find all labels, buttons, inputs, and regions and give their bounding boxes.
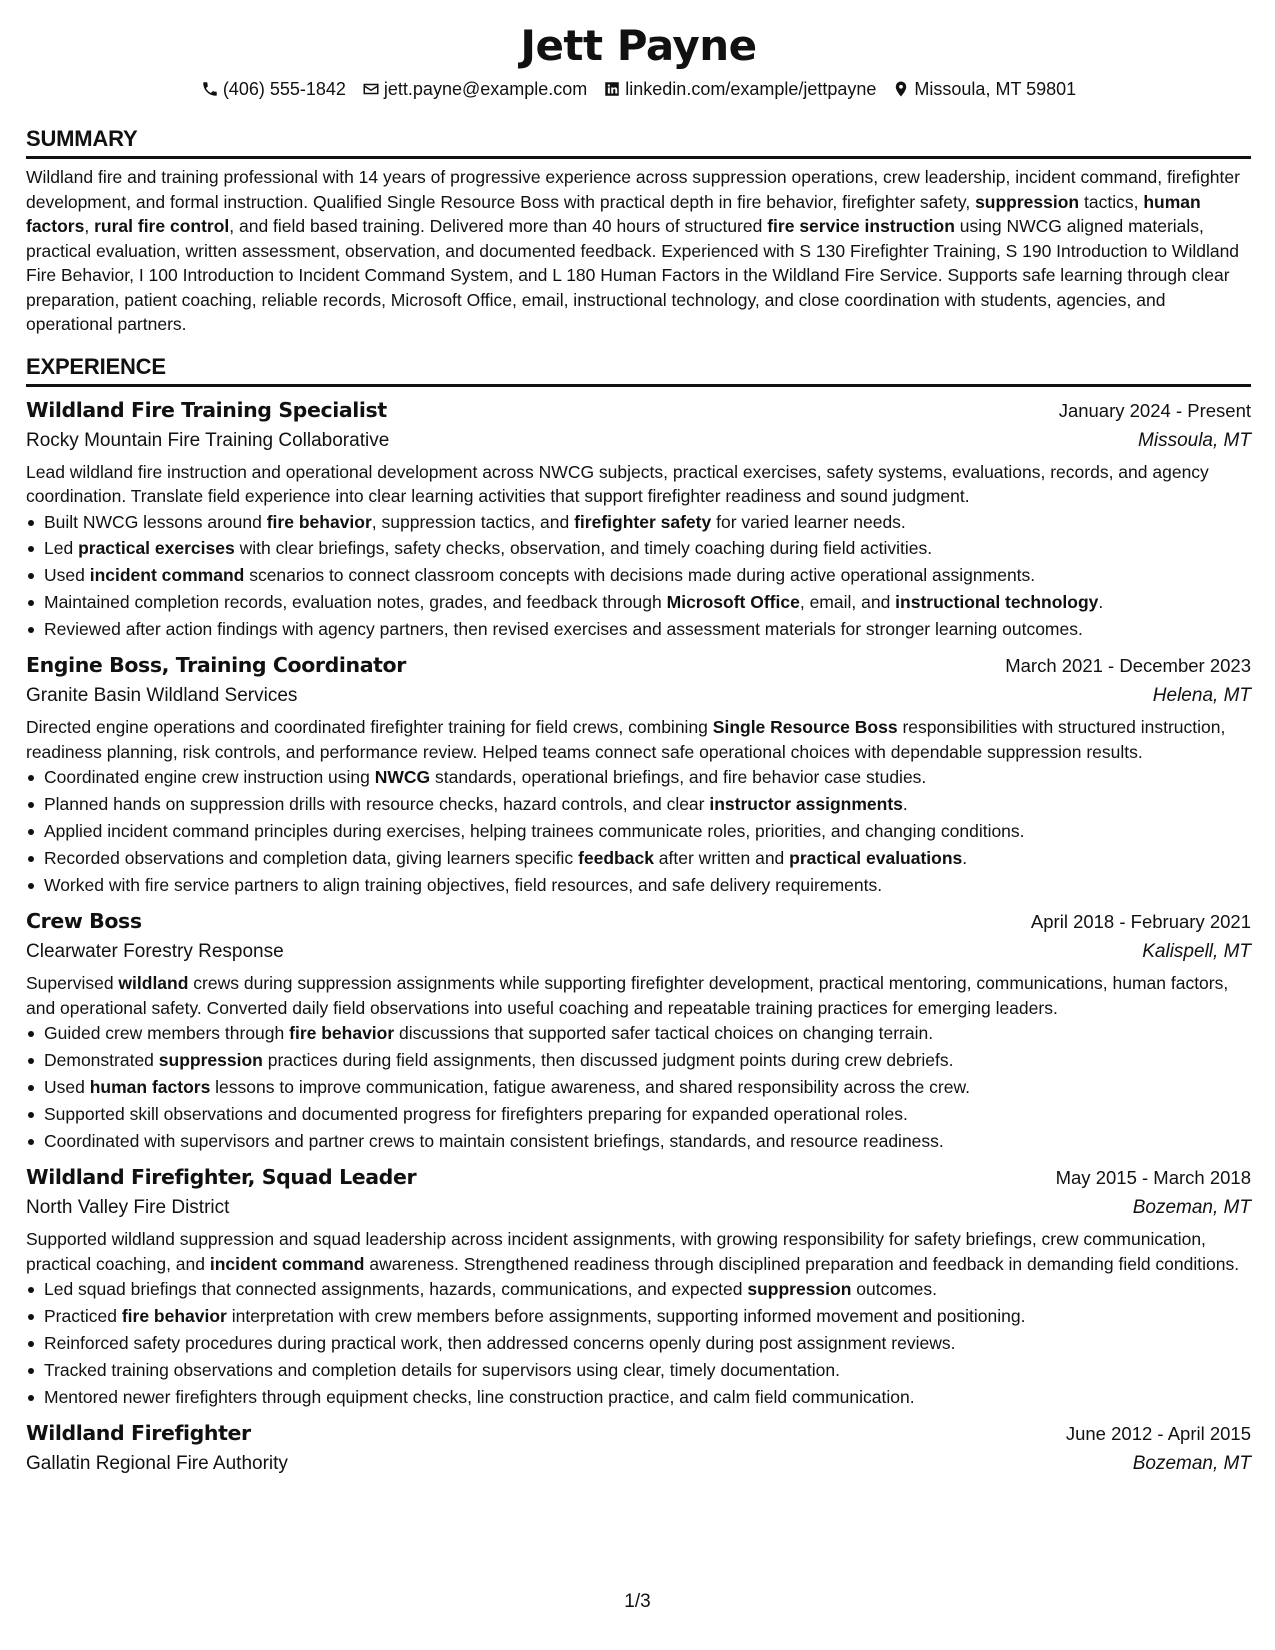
text-run: Supported wildland suppression and squad leadership across incident assignments, with growing responsibility for safety briefings, crew communication, practical coaching, and [26, 1229, 1206, 1274]
job-bullets [26, 509, 1251, 643]
text-run: . [902, 794, 908, 815]
job-entry [26, 906, 1251, 1154]
experience-list [26, 395, 1251, 1480]
bold-keyword: suppression [158, 1050, 263, 1071]
summary-heading: SUMMARY [26, 127, 1251, 159]
text-run: Guided crew members through [44, 1023, 290, 1044]
job-company: Rocky Mountain Fire Training Collaborative [26, 429, 390, 451]
text-run: using NWCG aligned materials, practical evaluation, written assessment, observation, and documented feedback. Experienced with S 130 Firefighter Training, S 190 Introduction to Wildland Fire Behavior, I 100 Introduction to Incident Command System, and L 180 Human Factors in the Wildland Fire Service. Supports safe learning through clear preparation, patient coaching, reliable records, Microsoft Office, email, instructional technology, and close coordination with students, agencies, and operational partners. [26, 216, 1240, 334]
text-run: practices during field assignments, then discussed judgment points during crew debriefs. [262, 1050, 954, 1071]
contact-linkedin[interactable] [603, 77, 876, 101]
job-company: Clearwater Forestry Response [26, 941, 284, 963]
bold-keyword: instructor assignments [709, 794, 903, 815]
bold-keyword: fire behavior [121, 1306, 227, 1327]
job-dates: January 2024 - Present [1058, 399, 1251, 421]
job-company: Gallatin Regional Fire Authority [26, 1453, 288, 1475]
page-indicator: 1/3 [624, 1591, 651, 1612]
job-title: Wildland Fire Training Specialist [26, 397, 387, 422]
bold-keyword: fire service instruction [767, 216, 955, 236]
bullet-item [26, 1330, 1251, 1357]
text-run: awareness. Strengthened readiness through disciplined preparation and feedback in demanding field conditions. [364, 1253, 1240, 1274]
experience-heading: EXPERIENCE [26, 355, 1251, 387]
text-run: Demonstrated [44, 1050, 159, 1071]
text-run: Supported skill observations and documented progress for firefighters preparing for expanded operational roles. [44, 1103, 908, 1124]
bold-keyword: human factors [89, 1077, 211, 1098]
text-run: Directed engine operations and coordinated firefighter training for field crews, combining [26, 717, 713, 738]
bullet-item [26, 764, 1251, 791]
text-run: Wildland fire and training professional with 14 years of progressive experience across suppression operations, crew leadership, incident command, firefighter development, and formal instruction. Qualified Single Resource Boss with practical depth in fire behavior, firefighter safety, [26, 167, 1240, 212]
location-text: Missoula, MT 59801 [914, 79, 1077, 99]
text-run: interpretation with crew members before assignments, supporting informed movement and positioning. [226, 1306, 1026, 1327]
text-run: Built NWCG lessons around [44, 511, 267, 532]
job-dates: April 2018 - February 2021 [1030, 911, 1251, 933]
bold-keyword: feedback [578, 847, 654, 868]
bold-keyword: wildland [118, 973, 189, 994]
bold-keyword: incident command [89, 565, 245, 586]
contact-email[interactable] [362, 77, 587, 101]
text-run: Planned hands on suppression drills with resource checks, hazard controls, and clear [44, 794, 710, 815]
bold-keyword: NWCG [374, 767, 431, 788]
bullet-item [26, 1020, 1251, 1047]
bullet-item [26, 1384, 1251, 1411]
job-company: Granite Basin Wildland Services [26, 685, 298, 707]
text-run: lessons to improve communication, fatigue awareness, and shared responsibility across the crew. [210, 1077, 970, 1098]
job-header [26, 906, 1251, 937]
job-location: Bozeman, MT [1132, 1453, 1251, 1475]
text-run: Supervised [26, 973, 119, 994]
linkedin-link[interactable]: linkedin.com/example/jettpayne [625, 79, 877, 99]
bold-keyword: fire behavior [289, 1023, 395, 1044]
bullet-item [26, 1276, 1251, 1303]
bullet-item [26, 589, 1251, 616]
bold-keyword: instructional technology [895, 591, 1099, 612]
bullet-item [26, 818, 1251, 845]
text-run: Used [44, 565, 90, 586]
text-run: after written and [653, 847, 790, 868]
job-description [26, 460, 1251, 509]
job-title: Wildland Firefighter, Squad Leader [26, 1165, 417, 1190]
bullet-item [26, 562, 1251, 589]
bold-keyword: Single Resource Boss [712, 717, 898, 738]
bullet-item [26, 845, 1251, 872]
job-dates: May 2015 - March 2018 [1055, 1167, 1251, 1189]
bullet-item [26, 872, 1251, 899]
text-run: Coordinated with supervisors and partner crews to maintain consistent briefings, standards, and resource readiness. [44, 1130, 944, 1151]
text-run: Worked with fire service partners to align training objectives, field resources, and safe delivery requirements. [44, 874, 883, 895]
text-run: Reviewed after action findings with agency partners, then revised exercises and assessment materials for stronger learning outcomes. [44, 618, 1083, 639]
bold-keyword: suppression [975, 191, 1080, 212]
text-run: , and field based training. Delivered more than 40 hours of structured [229, 216, 768, 236]
job-header [26, 1418, 1251, 1449]
bullet-item [26, 791, 1251, 818]
job-subheader [26, 426, 1251, 456]
text-run: outcomes. [851, 1279, 938, 1300]
summary-paragraph [26, 165, 1251, 337]
contact-phone [201, 77, 346, 101]
job-location: Helena, MT [1152, 685, 1251, 707]
bullet-item [26, 535, 1251, 562]
text-run: Tracked training observations and completion details for supervisors using clear, timely documentation. [44, 1359, 841, 1380]
text-run: scenarios to connect classroom concepts with decisions made during active operational assignments. [244, 565, 1036, 586]
bold-keyword: Microsoft Office [666, 591, 800, 612]
contact-bar [26, 77, 1251, 101]
job-subheader [26, 937, 1251, 967]
job-company: North Valley Fire District [26, 1197, 230, 1219]
email-link[interactable]: jett.payne@example.com [383, 79, 588, 99]
text-run: standards, operational briefings, and fire behavior case studies. [430, 767, 927, 788]
linkedin-icon [603, 80, 621, 98]
text-run: , email, and [799, 591, 896, 612]
job-subheader [26, 681, 1251, 711]
text-run: responsibilities with structured instruction, readiness planning, risk controls, and performance review. Helped teams connect safe operational choices with dependable suppression results. [26, 717, 1226, 762]
job-entry [26, 1162, 1251, 1410]
bullet-item [26, 1074, 1251, 1101]
phone-text: (406) 555-1842 [222, 79, 346, 99]
contact-location [892, 77, 1076, 101]
text-run: Coordinated engine crew instruction using [44, 767, 375, 788]
envelope-icon [362, 80, 380, 98]
text-run: Maintained completion records, evaluation notes, grades, and feedback through [44, 591, 667, 612]
job-bullets [26, 764, 1251, 898]
text-run: Practiced [44, 1306, 122, 1327]
bold-keyword: suppression [747, 1279, 852, 1300]
text-run: tactics, [1079, 191, 1144, 212]
job-title: Engine Boss, Training Coordinator [26, 653, 406, 678]
text-run: Used [44, 1077, 90, 1098]
job-bullets [26, 1020, 1251, 1154]
job-subheader [26, 1193, 1251, 1223]
text-run: Lead wildland fire instruction and operational development across NWCG subjects, practical exercises, safety systems, evaluations, records, and agency coordination. Translate field experience into clear learning activities that support firefighter readiness and sound judgment. [26, 461, 1209, 506]
text-run: Mentored newer firefighters through equipment checks, line construction practice, and calm field communication. [44, 1386, 915, 1407]
job-description [26, 1227, 1251, 1276]
candidate-name: Jett Payne [520, 21, 757, 70]
text-run: . [1098, 591, 1104, 612]
text-run: Applied incident command principles during exercises, helping trainees communicate roles, priorities, and changing conditions. [44, 821, 1025, 842]
job-location: Kalispell, MT [1142, 941, 1251, 963]
bold-keyword: incident command [209, 1253, 365, 1274]
bold-keyword: practical exercises [78, 538, 235, 559]
job-entry [26, 395, 1251, 643]
job-subheader [26, 1449, 1251, 1479]
job-entry [26, 650, 1251, 898]
phone-icon [201, 80, 219, 98]
job-dates: June 2012 - April 2015 [1065, 1423, 1251, 1445]
bold-keyword: rural fire control [94, 216, 230, 236]
bullet-item [26, 1128, 1251, 1155]
bold-keyword: firefighter safety [574, 511, 712, 532]
text-run: , [84, 216, 95, 236]
text-run: , suppression tactics, and [371, 511, 575, 532]
text-run: discussions that supported safer tactical choices on changing terrain. [394, 1023, 934, 1044]
job-title: Wildland Firefighter [26, 1421, 251, 1446]
text-run: Led squad briefings that connected assignments, hazards, communications, and expected [44, 1279, 748, 1300]
bold-keyword: fire behavior [266, 511, 372, 532]
job-description [26, 971, 1251, 1020]
text-run: Recorded observations and completion data, giving learners specific [44, 847, 579, 868]
job-bullets [26, 1276, 1251, 1410]
text-run: for varied learner needs. [711, 511, 906, 532]
text-run: Led [44, 538, 79, 559]
text-run: Reinforced safety procedures during practical work, then addressed concerns openly during post assignment reviews. [44, 1333, 956, 1354]
bullet-item [26, 1357, 1251, 1384]
job-dates: March 2021 - December 2023 [1005, 655, 1251, 677]
bullet-item [26, 616, 1251, 643]
text-run: crews during suppression assignments while supporting firefighter development, practical mentoring, communications, human factors, and operational safety. Converted daily field observations into useful coaching and repeatable training practices for emerging leaders. [26, 973, 1229, 1018]
bullet-item [26, 509, 1251, 536]
text-run: . [962, 847, 968, 868]
map-pin-icon [892, 80, 910, 98]
job-entry [26, 1418, 1251, 1479]
bullet-item [26, 1303, 1251, 1330]
bullet-item [26, 1047, 1251, 1074]
job-location: Bozeman, MT [1132, 1197, 1251, 1219]
job-header [26, 395, 1251, 426]
job-location: Missoula, MT [1138, 429, 1251, 451]
job-description [26, 715, 1251, 764]
text-run: with clear briefings, safety checks, observation, and timely coaching during field activities. [234, 538, 933, 559]
job-title: Crew Boss [26, 909, 142, 934]
bullet-item [26, 1101, 1251, 1128]
job-header [26, 1162, 1251, 1193]
bold-keyword: human factors [26, 191, 1201, 236]
bold-keyword: practical evaluations [789, 847, 963, 868]
job-header [26, 650, 1251, 681]
